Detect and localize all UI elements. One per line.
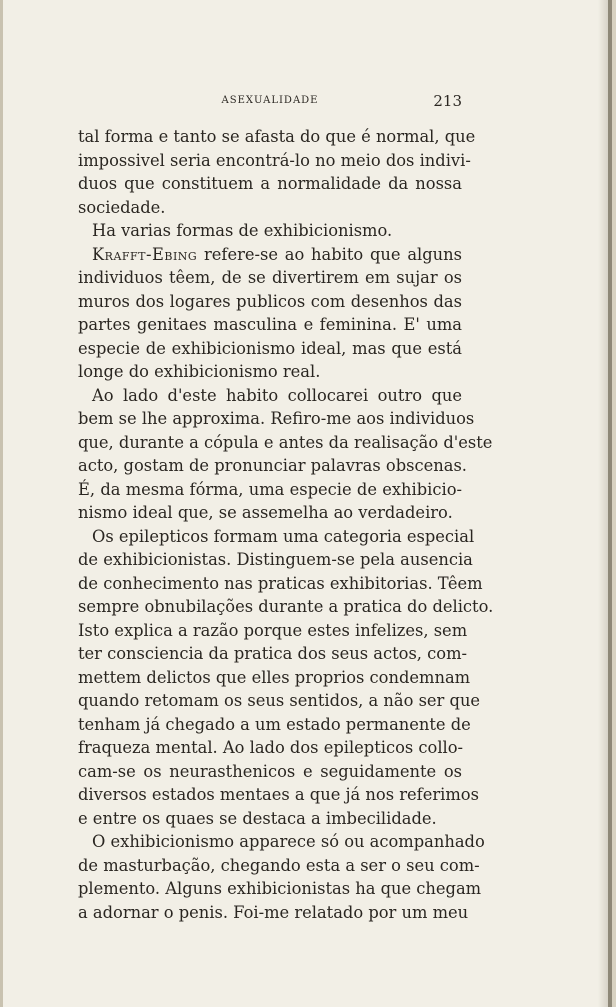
text-line: nismo ideal que, se assemelha ao verdadeiro. — [78, 503, 453, 522]
body-text — [78, 125, 494, 924]
text-line: tenham já chegado a um estado permanente de — [78, 714, 471, 734]
page-number: 213 — [433, 92, 462, 110]
text-line: quando retomam os seus sentidos, a não ser que — [78, 691, 481, 710]
text-line: sempre obnubilações durante a pratica do delicto. — [78, 597, 494, 616]
text-line: e entre os quaes se destaca a imbecilidade. — [78, 808, 437, 828]
text-line: de conhecimento nas praticas exhibitorias. Têem — [78, 573, 483, 593]
text-line: ter consciencia da pratica dos seus actos, com- — [78, 644, 468, 663]
text-line: muros dos logares publicos com desenhos das — [78, 291, 462, 311]
text-line: duos que constituem a normalidade da nossa — [78, 174, 462, 193]
text-line: Ao lado d'este habito collocarei outro que — [92, 385, 462, 405]
text-line: partes genitaes masculina e feminina. E' uma — [78, 315, 462, 334]
text-line: que, durante a cópula e antes da realisação d'este — [78, 432, 493, 452]
text-line: sociedade. — [78, 197, 166, 217]
author-name: Krafft-Ebing — [92, 244, 198, 264]
text-fragment: refere-se ao habito que alguns — [197, 244, 462, 264]
text-line: impossivel seria encontrá-lo no meio dos indivi- — [78, 150, 471, 170]
text-line: individuos têem, de se divertirem em sujar os — [78, 268, 462, 287]
text-line: especie de exhibicionismo ideal, mas que está — [78, 338, 462, 358]
text-line: tal forma e tanto se afasta do que é normal, que — [78, 127, 476, 146]
text-line: O exhibicionismo apparece só ou acompanhado — [92, 832, 485, 851]
text-line: plemento. Alguns exhibicionistas ha que chegam — [78, 879, 482, 898]
page-edge-shadow — [598, 0, 608, 1007]
running-head: ASEXUALIDADE — [221, 95, 319, 106]
text-line: cam-se os neurasthenicos e seguidamente os — [78, 761, 462, 781]
text-line: Ha varias formas de exhibicionismo. — [92, 221, 393, 240]
text-line: Isto explica a razão porque estes infelizes, sem — [78, 620, 468, 640]
text-line: acto, gostam de pronunciar palavras obscenas. — [78, 456, 467, 475]
text-line: diversos estados mentaes a que já nos referimos — [78, 785, 479, 804]
text-line: bem se lhe approxima. Refiro-me aos individuos — [78, 409, 475, 428]
text-line: mettem delictos que elles proprios condemnam — [78, 667, 471, 687]
text-line — [78, 243, 462, 267]
page-header — [78, 92, 462, 112]
text-line: fraqueza mental. Ao lado dos epilepticos collo- — [78, 738, 464, 757]
text-line: de masturbação, chegando esta a ser o seu com- — [78, 855, 480, 875]
text-line: É, da mesma fórma, uma especie de exhibicio- — [78, 479, 462, 499]
text-line: a adornar o penis. Foi-me relatado por um meu — [78, 902, 469, 922]
text-line: Os epilepticos formam uma categoria especial — [92, 526, 475, 546]
text-line: longe do exhibicionismo real. — [78, 362, 321, 381]
text-line: de exhibicionistas. Distinguem-se pela ausencia — [78, 550, 473, 569]
